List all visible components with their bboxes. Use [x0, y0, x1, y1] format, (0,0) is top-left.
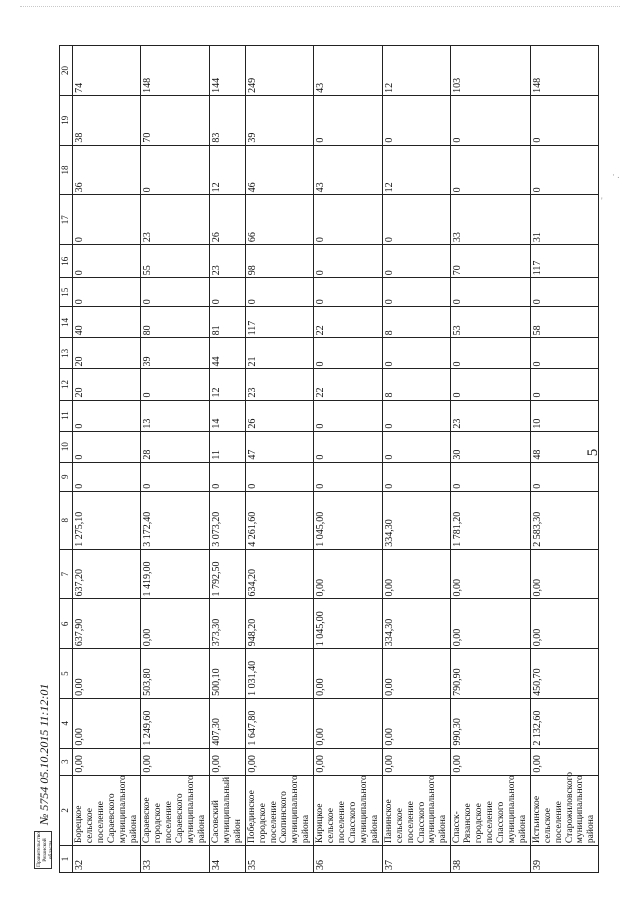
data-table: [59, 45, 599, 873]
value-cell: 81: [209, 307, 245, 338]
value-cell: 4 261,60: [245, 491, 314, 549]
value-cell: 1 781,20: [451, 491, 530, 549]
value-cell: 0: [382, 338, 451, 369]
value-cell: 0: [530, 338, 599, 369]
value-cell: 373,30: [209, 599, 245, 649]
table-row: [141, 46, 210, 873]
settlement-name-cell: Борецкое сельское поселение Сараевского муниципального района: [72, 775, 141, 845]
value-cell: 0: [209, 462, 245, 491]
column-number: 14: [60, 307, 73, 338]
column-number: 16: [60, 245, 73, 278]
value-cell: 0,00: [382, 649, 451, 699]
scan-speck: ': [601, 196, 603, 206]
value-cell: 637,20: [72, 549, 141, 599]
column-number: 3: [60, 748, 73, 775]
value-cell: 48: [530, 431, 599, 462]
value-cell: 0: [141, 145, 210, 195]
value-cell: 0: [382, 462, 451, 491]
value-cell: 38: [72, 95, 141, 145]
value-cell: 0,00: [141, 599, 210, 649]
value-cell: 0: [451, 95, 530, 145]
value-cell: 0,00: [141, 748, 210, 775]
table-body: [60, 46, 599, 873]
value-cell: 0: [245, 462, 314, 491]
table-row: [382, 46, 451, 873]
value-cell: 80: [141, 307, 210, 338]
value-cell: 0,00: [451, 748, 530, 775]
row-number-cell: 34: [209, 846, 245, 873]
value-cell: 46: [245, 145, 314, 195]
value-cell: 13: [141, 400, 210, 431]
value-cell: 148: [141, 46, 210, 96]
value-cell: 0: [530, 145, 599, 195]
value-cell: 1 045,00: [314, 599, 383, 649]
value-cell: 0,00: [72, 649, 141, 699]
value-cell: 39: [141, 338, 210, 369]
value-cell: 0: [382, 278, 451, 307]
value-cell: 14: [209, 400, 245, 431]
column-number: 9: [60, 462, 73, 491]
value-cell: 3 172,40: [141, 491, 210, 549]
value-cell: 500,10: [209, 649, 245, 699]
value-cell: 0,00: [314, 748, 383, 775]
value-cell: 0: [382, 245, 451, 278]
value-cell: 0: [451, 338, 530, 369]
column-number: 12: [60, 369, 73, 400]
value-cell: 21: [245, 338, 314, 369]
value-cell: 0: [141, 369, 210, 400]
value-cell: 0: [72, 400, 141, 431]
value-cell: 0,00: [382, 698, 451, 748]
value-cell: 2 132,60: [530, 698, 599, 748]
value-cell: 83: [209, 95, 245, 145]
value-cell: 12: [209, 369, 245, 400]
value-cell: 0: [530, 462, 599, 491]
value-cell: 98: [245, 245, 314, 278]
value-cell: 0: [141, 278, 210, 307]
settlement-name-cell: Спасск-Рязанское городское поселение Спасского муниципального района: [451, 775, 530, 845]
value-cell: 0: [314, 95, 383, 145]
table-row: [530, 46, 599, 873]
column-number: 2: [60, 775, 73, 845]
value-cell: 0,00: [530, 599, 599, 649]
value-cell: 2 583,30: [530, 491, 599, 549]
value-cell: 53: [451, 307, 530, 338]
value-cell: 634,20: [245, 549, 314, 599]
value-cell: 0,00: [245, 748, 314, 775]
value-cell: 0,00: [72, 698, 141, 748]
value-cell: 0: [314, 431, 383, 462]
column-number: 13: [60, 338, 73, 369]
value-cell: 0: [314, 195, 383, 245]
value-cell: 503,80: [141, 649, 210, 699]
value-cell: 20: [72, 369, 141, 400]
value-cell: 74: [72, 46, 141, 96]
value-cell: 8: [382, 307, 451, 338]
value-cell: 0: [530, 278, 599, 307]
column-number: 6: [60, 599, 73, 649]
value-cell: 30: [451, 431, 530, 462]
value-cell: 990,30: [451, 698, 530, 748]
value-cell: 1 419,00: [141, 549, 210, 599]
column-number: 1: [60, 846, 73, 873]
value-cell: 334,30: [382, 491, 451, 549]
value-cell: 0: [382, 400, 451, 431]
value-cell: 47: [245, 431, 314, 462]
value-cell: 0,00: [209, 748, 245, 775]
value-cell: 103: [451, 46, 530, 96]
column-number: 15: [60, 278, 73, 307]
column-number: 20: [60, 46, 73, 96]
value-cell: 144: [209, 46, 245, 96]
value-cell: 0: [382, 431, 451, 462]
table-row: [72, 46, 141, 873]
value-cell: 117: [245, 307, 314, 338]
value-cell: 23: [141, 195, 210, 245]
value-cell: 0,00: [451, 549, 530, 599]
value-cell: 0: [314, 400, 383, 431]
value-cell: 0: [382, 195, 451, 245]
value-cell: 0,00: [314, 549, 383, 599]
settlement-name-cell: Побединское городское поселение Скопинского муниципального района: [245, 775, 314, 845]
value-cell: 0: [314, 462, 383, 491]
value-cell: 0: [209, 278, 245, 307]
value-cell: 43: [314, 145, 383, 195]
value-cell: 12: [382, 145, 451, 195]
column-number: 4: [60, 698, 73, 748]
value-cell: 8: [382, 369, 451, 400]
column-number: 5: [60, 649, 73, 699]
row-number-cell: 39: [530, 846, 599, 873]
row-number-cell: 32: [72, 846, 141, 873]
value-cell: 22: [314, 369, 383, 400]
row-number-cell: 36: [314, 846, 383, 873]
value-cell: 1 031,40: [245, 649, 314, 699]
value-cell: 36: [72, 145, 141, 195]
column-number: 7: [60, 549, 73, 599]
column-number: 11: [60, 400, 73, 431]
value-cell: 0: [451, 369, 530, 400]
value-cell: 0,00: [72, 748, 141, 775]
value-cell: 12: [209, 145, 245, 195]
column-number: 18: [60, 145, 73, 195]
value-cell: 0: [245, 278, 314, 307]
row-number-cell: 38: [451, 846, 530, 873]
value-cell: 0,00: [382, 549, 451, 599]
column-number-row: [60, 46, 73, 873]
value-cell: 450,70: [530, 649, 599, 699]
value-cell: 148: [530, 46, 599, 96]
value-cell: 117: [530, 245, 599, 278]
registration-stamp: [34, 684, 52, 869]
value-cell: 0: [72, 462, 141, 491]
value-cell: 10: [530, 400, 599, 431]
value-cell: 0: [72, 245, 141, 278]
value-cell: 33: [451, 195, 530, 245]
value-cell: 31: [530, 195, 599, 245]
value-cell: 0: [451, 278, 530, 307]
value-cell: 0: [451, 462, 530, 491]
value-cell: 26: [209, 195, 245, 245]
value-cell: 0: [382, 95, 451, 145]
value-cell: 948,20: [245, 599, 314, 649]
value-cell: 1 045,00: [314, 491, 383, 549]
value-cell: 55: [141, 245, 210, 278]
settlement-name-cell: Панинское сельское поселение Спасского муниципального района: [382, 775, 451, 845]
value-cell: 0,00: [530, 549, 599, 599]
table-row: [314, 46, 383, 873]
column-number: 17: [60, 195, 73, 245]
value-cell: 0: [72, 278, 141, 307]
settlement-name-cell: Истьинское сельское поселение Старожиловского муниципального района: [530, 775, 599, 845]
value-cell: 70: [141, 95, 210, 145]
value-cell: 0: [530, 369, 599, 400]
value-cell: 23: [245, 369, 314, 400]
value-cell: 66: [245, 195, 314, 245]
value-cell: 23: [209, 245, 245, 278]
row-number-cell: 37: [382, 846, 451, 873]
table-row: [245, 46, 314, 873]
value-cell: 0: [314, 338, 383, 369]
value-cell: 0,00: [530, 748, 599, 775]
value-cell: 1 647,80: [245, 698, 314, 748]
scan-speck: · .: [612, 170, 620, 180]
value-cell: 28: [141, 431, 210, 462]
value-cell: 0,00: [382, 748, 451, 775]
value-cell: 790,90: [451, 649, 530, 699]
settlement-name-cell: Кирицкое сельское поселение Спасского муниципального района: [314, 775, 383, 845]
page-number: 5: [585, 448, 601, 457]
column-number: 19: [60, 95, 73, 145]
value-cell: 0,00: [314, 649, 383, 699]
column-number: 10: [60, 431, 73, 462]
value-cell: 249: [245, 46, 314, 96]
value-cell: 23: [451, 400, 530, 431]
value-cell: 3 073,20: [209, 491, 245, 549]
row-number-cell: 35: [245, 846, 314, 873]
value-cell: 637,90: [72, 599, 141, 649]
value-cell: 0: [314, 278, 383, 307]
value-cell: 20: [72, 338, 141, 369]
table-row: [209, 46, 245, 873]
value-cell: 11: [209, 431, 245, 462]
column-number: 8: [60, 491, 73, 549]
value-cell: 0: [72, 431, 141, 462]
value-cell: 12: [382, 46, 451, 96]
value-cell: 0,00: [314, 698, 383, 748]
value-cell: 0,00: [451, 599, 530, 649]
value-cell: 0: [451, 145, 530, 195]
table-row: [451, 46, 530, 873]
settlement-name-cell: Сараевское городское поселение Сараевского муниципального района: [141, 775, 210, 845]
value-cell: 22: [314, 307, 383, 338]
document-number: № 5754 05.10.2015 11:12:01: [37, 683, 51, 825]
value-cell: 0: [72, 195, 141, 245]
value-cell: 0: [141, 462, 210, 491]
value-cell: 1 275,10: [72, 491, 141, 549]
row-number-cell: 33: [141, 846, 210, 873]
emblem-logo: Правительство Рязанской области: [36, 832, 54, 867]
value-cell: 43: [314, 46, 383, 96]
value-cell: 1 249,60: [141, 698, 210, 748]
value-cell: 70: [451, 245, 530, 278]
value-cell: 1 792,50: [209, 549, 245, 599]
value-cell: 334,30: [382, 599, 451, 649]
value-cell: 58: [530, 307, 599, 338]
value-cell: 40: [72, 307, 141, 338]
value-cell: 44: [209, 338, 245, 369]
value-cell: 0: [530, 95, 599, 145]
value-cell: 407,30: [209, 698, 245, 748]
settlement-name-cell: Сасовский муниципальный район: [209, 775, 245, 845]
value-cell: 0: [314, 245, 383, 278]
value-cell: 39: [245, 95, 314, 145]
value-cell: 26: [245, 400, 314, 431]
